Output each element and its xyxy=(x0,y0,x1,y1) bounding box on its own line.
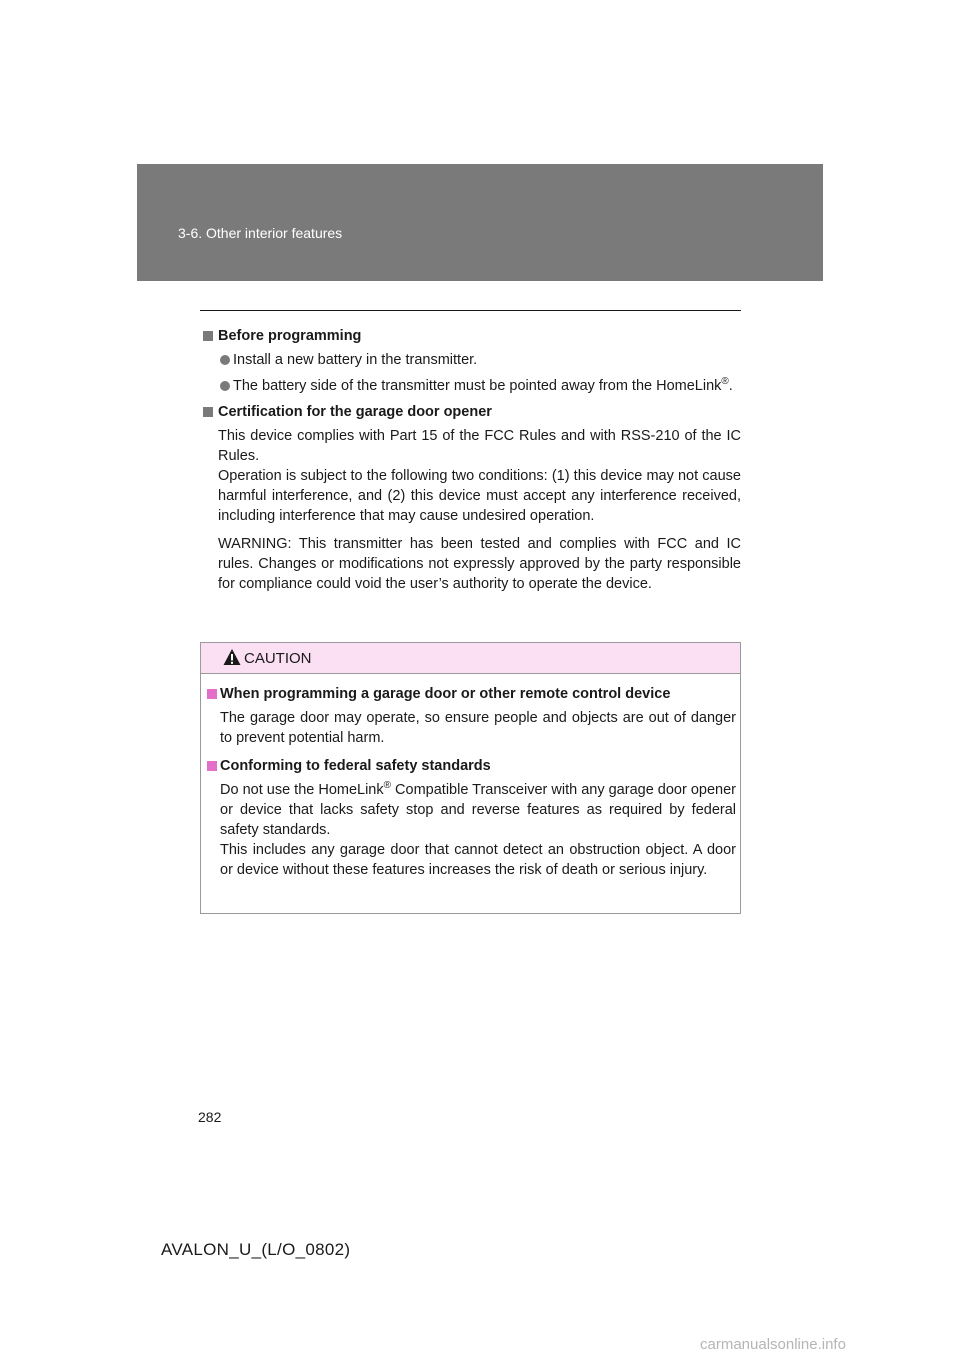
main-content xyxy=(200,326,741,602)
section-title: 3-6. Other interior features xyxy=(178,225,343,241)
document-code: AVALON_U_(L/O_0802) xyxy=(161,1240,351,1259)
paragraph: WARNING: This transmitter has been tested and complies with FCC and IC rules. Changes or modifications not expressly approved by the party responsible for compliance could void the user’s authority to operate the device. xyxy=(218,536,741,592)
square-bullet-icon xyxy=(203,407,213,417)
square-bullet-icon xyxy=(203,331,213,341)
section-header-band xyxy=(137,164,823,281)
paragraph: This includes any garage door that cannot detect an obstruction object. A door or device without these features increases the risk of death or serious injury. xyxy=(220,842,736,878)
caution-body xyxy=(207,684,736,888)
square-bullet-icon xyxy=(207,689,217,699)
paragraph: Operation is subject to the following two conditions: (1) this device may not cause harmful interference, and (2) this device must accept any interference received, including interference that may cause undesired operation. xyxy=(218,468,741,524)
caution-heading-federal-standards: Conforming to federal safety standards xyxy=(207,756,736,776)
caution-heading-programming: When programming a garage door or other remote control device xyxy=(207,684,736,704)
list-item: Install a new battery in the transmitter. xyxy=(200,350,741,370)
paragraph: This device complies with Part 15 of the FCC Rules and with RSS-210 of the IC Rules. xyxy=(218,428,741,464)
paragraph: The garage door may operate, so ensure people and objects are out of danger to prevent potential harm. xyxy=(220,710,736,746)
page-number: 282 xyxy=(198,1109,222,1125)
registered-mark: ® xyxy=(383,780,392,792)
heading-before-programming: Before programming xyxy=(200,326,741,346)
registered-mark: ® xyxy=(721,376,729,388)
watermark: carmanualsonline.info xyxy=(700,1336,846,1353)
caution-box xyxy=(200,642,741,914)
heading-certification: Certification for the garage door opener xyxy=(200,402,741,422)
caution-title: CAUTION xyxy=(244,650,312,667)
circle-bullet-icon xyxy=(220,381,230,391)
paragraph: Do not use the HomeLink® Compatible Transceiver with any garage door opener or device that lacks safety stop and reverse features as required by federal safety standards. xyxy=(220,780,736,838)
warning-triangle-icon xyxy=(223,648,241,666)
list-item: The battery side of the transmitter must be pointed away from the HomeLink®. xyxy=(200,376,741,396)
caution-header xyxy=(201,643,740,674)
circle-bullet-icon xyxy=(220,355,230,365)
square-bullet-icon xyxy=(207,761,217,771)
divider xyxy=(200,310,741,311)
